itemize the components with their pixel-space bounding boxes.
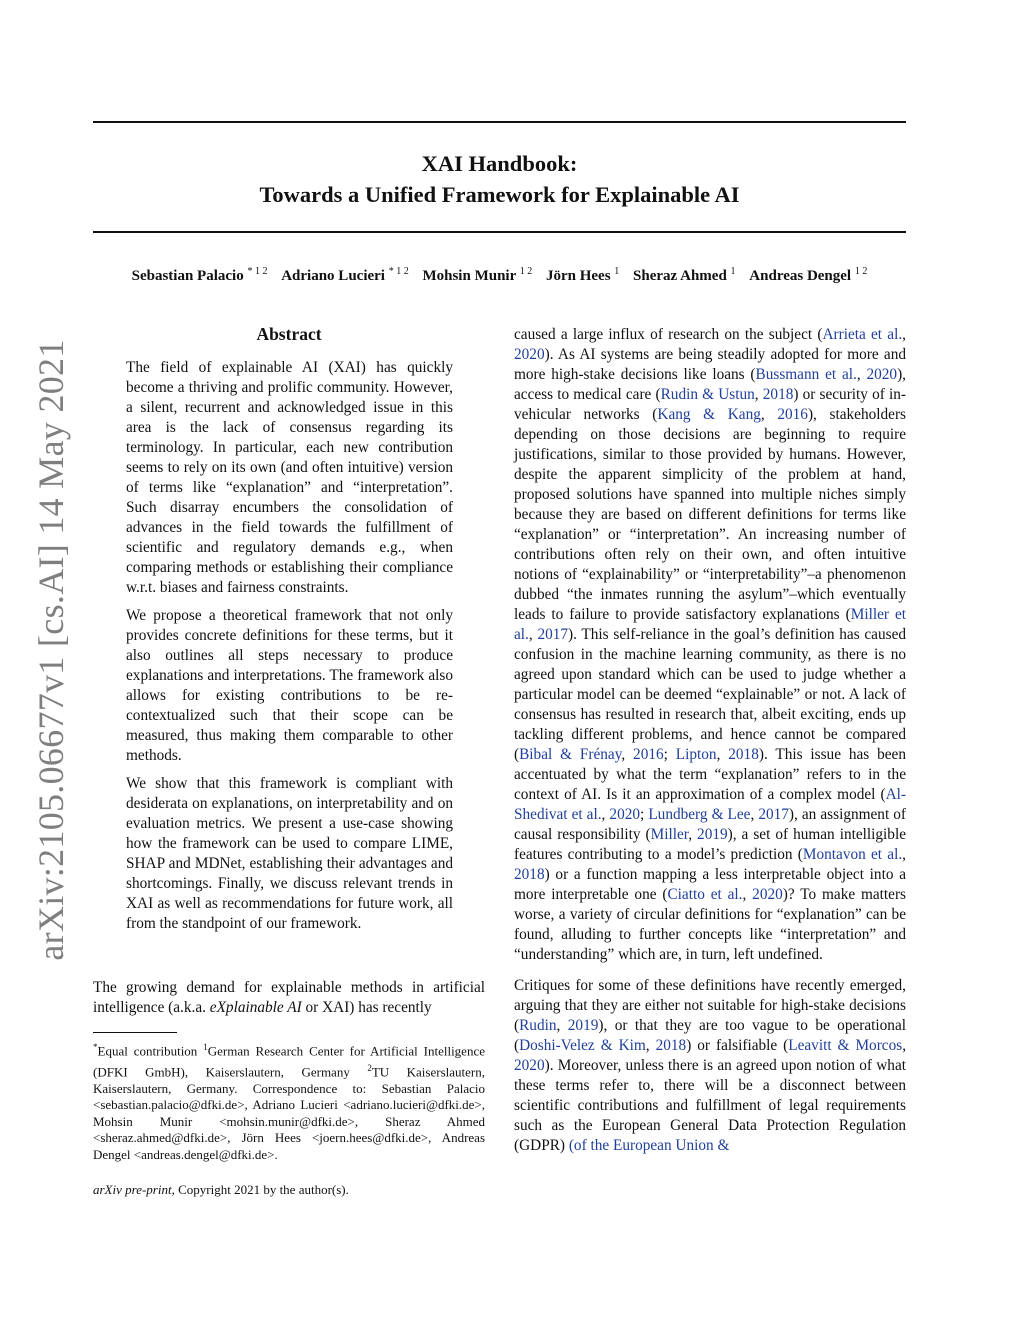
citation-link[interactable]: Kang & Kang [657, 406, 761, 423]
author-name: Sebastian Palacio [131, 268, 244, 284]
citation-link[interactable]: Bibal & Frénay [519, 746, 622, 763]
citation-link[interactable]: 2018 [762, 386, 794, 403]
author [749, 268, 867, 284]
body-text: ) or falsifiable ( [686, 1037, 789, 1054]
body-text: , [742, 886, 753, 903]
citation-link[interactable]: Rudin [519, 1017, 557, 1034]
citation-link[interactable]: Doshi-Velez & Kim [519, 1037, 646, 1054]
footnote-mark: 2 [367, 1062, 372, 1073]
author-affiliation: * 1 2 [388, 266, 409, 277]
citation-link[interactable]: 2020 [514, 346, 545, 363]
abstract-heading: Abstract [256, 324, 322, 344]
citation-link[interactable]: 2018 [728, 746, 759, 763]
author [633, 268, 736, 284]
author [546, 268, 619, 284]
body-paragraph [514, 976, 906, 1156]
abstract-paragraph: The field of explainable AI (XAI) has quickly become a thriving and prolific community. However, a silent, recurrent and acknowledged issue in this area is the lack of consensus regarding its terminology. In particular, each new contribution seems to rely on its own (and often intuitive) version of terms like “explanation” and “interpretation”. Such disarray encumbers the consolidation of advances in the field towards the fulfillment of scientific and regulatory demands e.g., when comparing methods or establishing their compliance w.r.t. biases and fairness constraints. [126, 359, 453, 596]
author-affiliation: 1 [614, 266, 620, 277]
citation-link[interactable]: 2020 [752, 886, 783, 903]
citation-link[interactable]: 2018 [514, 866, 545, 883]
body-text: , [856, 366, 867, 383]
author-name: Adriano Lucieri [281, 268, 385, 284]
body-text: ). Moreover, unless there is an agreed upon notion of what these terms refer to, there will be a disconnect between scientific contributions and fulfillment of legal requirements such as the European General Data Protection Regulation (GDPR) [514, 1057, 906, 1154]
body-text: , [621, 746, 634, 763]
body-text: , [902, 846, 906, 863]
footnote-mark: * [93, 1042, 98, 1052]
copyright-notice [93, 1182, 485, 1198]
intro-text: The growing demand for explainable methods in artificial intelligence (a.k.a. [93, 979, 485, 1016]
citation-link[interactable]: Miller et al. [514, 606, 906, 643]
citation-link[interactable]: 2018 [655, 1037, 687, 1054]
intro-paragraph [93, 978, 485, 1018]
author-affiliation: 1 2 [519, 266, 533, 277]
arxiv-identifier: arXiv:2105.06677v1 [cs.AI] 14 May 2021 [31, 339, 71, 961]
author-list [93, 266, 906, 285]
citation-link[interactable]: Montavon et al. [802, 846, 903, 863]
citation-link[interactable]: 2017 [758, 806, 789, 823]
citation-link[interactable]: Lipton [675, 746, 717, 763]
footnote-rule [93, 1032, 177, 1033]
left-column [93, 322, 485, 1198]
citation-link[interactable]: Miller [650, 826, 689, 843]
intro-text: or XAI) has recently [301, 999, 432, 1016]
author-name: Mohsin Munir [422, 268, 516, 284]
citation-link[interactable]: (of the European Union & [568, 1137, 730, 1154]
paper-title [93, 148, 906, 210]
author [422, 268, 532, 284]
citation-link[interactable]: Rudin & Ustun [660, 386, 755, 403]
title-line-1: XAI Handbook: [421, 151, 578, 176]
copyright-preprint: arXiv pre-print [93, 1182, 172, 1198]
citation-link[interactable]: 2016 [777, 406, 808, 423]
body-text: ), stakeholders depending on those decisions are beginning to require justifications, similar to those provided by humans. However, despite the apparent simplicity of the problem at hand, proposed solutions have spanned into multiple niches simply because they are based on different definitions for terms like “explanation” or “interpretation”. An increasing number of contributions often rely on their own, and often intuitive notions of “explainability” or “interpretability”–a phenomenon dubbed “the inmates running the asylum”–which eventually leads to failure to provide satisfactory explanations ( [514, 406, 906, 623]
body-text: ), or that they are too vague to be operational ( [514, 1017, 906, 1054]
author-affiliation: 1 [730, 266, 736, 277]
citation-link[interactable]: Bussmann et al. [755, 366, 857, 383]
body-text: ), access to medical care ( [514, 366, 906, 403]
citation-link[interactable]: 2020 [866, 366, 898, 383]
body-text: , [716, 746, 729, 763]
right-column [514, 325, 906, 1167]
citation-link[interactable]: 2017 [537, 626, 569, 643]
citation-link[interactable]: 2020 [609, 806, 641, 823]
body-text: ; [640, 806, 649, 823]
author-affiliation: 1 2 [854, 266, 868, 277]
body-text: ). As AI systems are being steadily adopted for more and more high-stake decisions like loans ( [514, 346, 906, 383]
body-text: ) or a function mapping a less interpretable object into a more interpretable one ( [514, 866, 906, 903]
citation-link[interactable]: 2019 [697, 826, 728, 843]
body-text: , [760, 406, 778, 423]
title-top-rule [93, 121, 906, 123]
body-text: , [645, 1037, 656, 1054]
body-text: ) or security of in-vehicular networks ( [514, 386, 907, 423]
author [281, 268, 409, 284]
body-text: , [556, 1017, 568, 1034]
intro-emphasis: eXplainable AI [209, 999, 302, 1016]
body-text: ; [663, 746, 676, 763]
body-text: , [902, 1037, 907, 1054]
citation-link[interactable]: 2016 [633, 746, 664, 763]
title-line-2: Towards a Unified Framework for Explainable AI [259, 182, 740, 207]
footnote [93, 1039, 485, 1163]
body-text: ). This self-reliance in the goal’s definition has caused confusion in the machine learning community, as there is no agreed upon standard which can be used to judge whether a particular model can be deemed “explainable” or not. A lack of consensus has resulted in research that, albeit exciting, ends up tackling different problems, and hence cannot be compared ( [514, 626, 907, 763]
footnote-text: Equal contribution [97, 1043, 204, 1059]
citation-link[interactable]: Lundberg & Lee [648, 806, 751, 823]
body-text: , [688, 826, 698, 843]
abstract-paragraph: We show that this framework is compliant with desiderata on explanations, on interpretability and on evaluation metrics. We present a use-case showing how the framework can be used to compare LIME, SHAP and MDNet, establishing their advantages and shortcomings. Finally, we discuss relevant trends in XAI as well as recommendations for future work, all from the standpoint of our framework. [126, 775, 453, 932]
citation-link[interactable]: Al-Shedivat et al. [514, 786, 906, 823]
body-paragraph [514, 325, 906, 965]
footnote-text: TU Kaiserslautern, Kaiserslautern, Germany. Correspondence to: Sebastian Palacio <sebastian.palacio@dfki.de>, Adriano Lucieri <adriano.lucieri@dfki.de>, Mohsin Munir <mohsin.munir@dfki.de>, Sheraz Ahmed <sheraz.ahmed@dfki.de>, Jörn Hees <joern.hees@dfki.de>, Andreas Dengel <andreas.dengel@dfki.de>. [93, 1064, 485, 1162]
author-name: Andreas Dengel [749, 268, 852, 284]
body-text: )? To make matters worse, a variety of circular definitions for “explanation” can be found, alluding to further concepts like “interpretation” and “understanding” which are, in turn, left undefined. [514, 886, 907, 963]
citation-link[interactable]: 2019 [567, 1017, 599, 1034]
abstract-paragraph: We propose a theoretical framework that not only provides concrete definitions for these terms, but it also outlines all steps necessary to produce explanations and interpretations. The framework also allows for existing contributions to be re-contextualized such that their scope can be measured, thus making them comparable to other methods. [126, 607, 453, 764]
citation-link[interactable]: Ciatto et al. [667, 886, 743, 903]
copyright-text: , Copyright 2021 by the author(s). [171, 1182, 349, 1198]
citation-link[interactable]: Arrieta et al. [822, 326, 903, 343]
body-text: ), an assignment of causal responsibility ( [514, 806, 906, 843]
author [132, 268, 268, 284]
body-text: , [750, 806, 759, 823]
title-bottom-rule [93, 231, 906, 233]
body-text: ). This issue has been accentuated by what the term “explanation” refers to in the context of AI. Is it an approximation of a complex model ( [514, 746, 906, 803]
body-text: , [601, 806, 610, 823]
citation-link[interactable]: Leavitt & Morcos [788, 1037, 903, 1054]
body-text: , [528, 626, 538, 643]
author-affiliation: * 1 2 [247, 266, 268, 277]
footnote-text: German Research Center for Artificial Intelligence (DFKI GmbH), Kaiserslautern, Germany [93, 1043, 485, 1080]
body-text: ), a set of human intelligible features contributing to a model’s prediction ( [514, 826, 906, 863]
author-name: Jörn Hees [545, 268, 611, 284]
citation-link[interactable]: 2020 [514, 1057, 545, 1074]
body-text: , [754, 386, 763, 403]
body-text: , [902, 326, 906, 343]
body-text: Critiques for some of these definitions have recently emerged, arguing that they are either not suitable for high-stake decisions ( [514, 977, 906, 1034]
body-text: caused a large influx of research on the subject ( [514, 326, 823, 343]
author-name: Sheraz Ahmed [633, 268, 727, 284]
footnote-mark: 1 [203, 1042, 208, 1052]
